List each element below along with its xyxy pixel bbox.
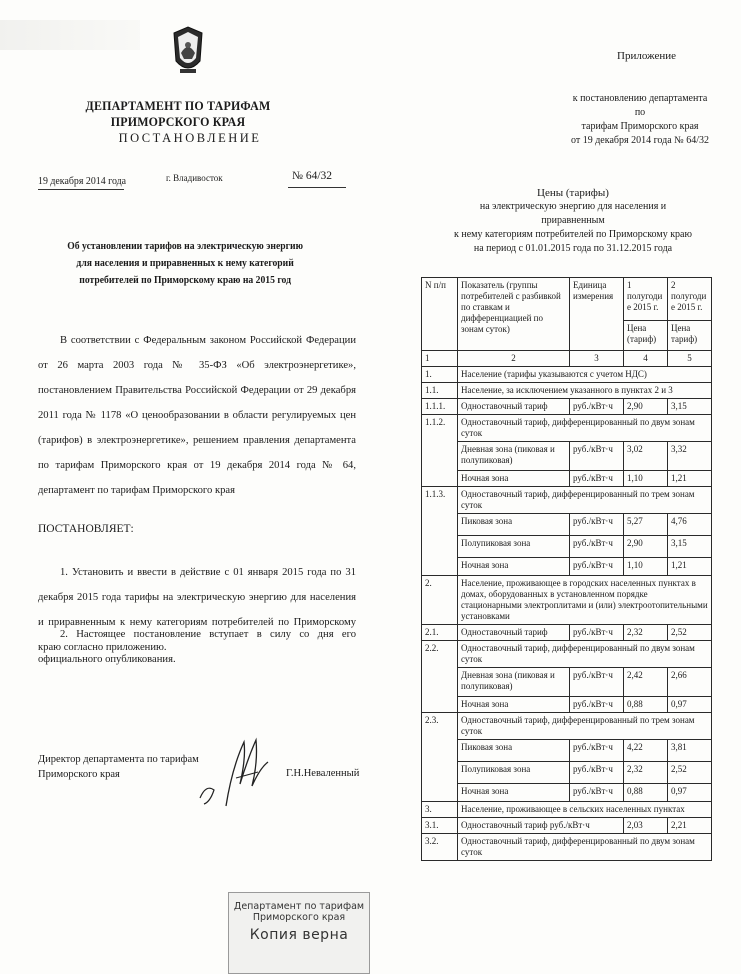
table-row [422, 784, 712, 802]
stamp-line3: Копия верна [249, 927, 349, 943]
table-row [422, 697, 712, 713]
decree-subject: Об установлении тарифов на электрическую энергию для населения и приравненных к нему категорий потребителей по Приморскому краю на 2015 год [67, 241, 303, 286]
header-indicator: Показатель (группы потребителей с разбивкой по ставкам и дифференциацией по зонам суток) [458, 278, 570, 351]
row-number: 1. [422, 367, 458, 383]
index-cell: 4 [624, 351, 668, 367]
index-cell: 3 [570, 351, 624, 367]
row-number: 1.1.3. [422, 487, 458, 576]
zone-label: Ночная зона [458, 558, 570, 576]
value-h1: 2,90 [624, 536, 668, 558]
value-h1: 3,02 [624, 442, 668, 471]
appendix-ref-line3: от 19 декабря 2014 года № 64/32 [570, 135, 709, 146]
unit-cell: руб./кВт·ч [570, 697, 624, 713]
stamp-line2: Приморского края [252, 912, 346, 923]
decree-number: № 64/32 [292, 170, 333, 182]
zone-label: Пиковая зона [458, 740, 570, 762]
zone-label: Ночная зона [458, 697, 570, 713]
appendix-ref-line2: тарифам Приморского края [581, 121, 699, 132]
row-label: Одноставочный тариф руб./кВт·ч [458, 818, 624, 834]
value-h2: 2,66 [668, 668, 712, 697]
row-number: 3.1. [422, 818, 458, 834]
unit-cell: руб./кВт·ч [570, 668, 624, 697]
table-row [422, 383, 712, 399]
date-underline [38, 189, 124, 190]
row-number: 1.1. [422, 383, 458, 399]
table-row [422, 536, 712, 558]
index-cell: 5 [668, 351, 712, 367]
coat-of-arms-emblem [170, 25, 206, 79]
zone-label: Дневная зона (пиковая и полупиковая) [458, 442, 570, 471]
header-num: N п/п [422, 278, 458, 351]
index-cell: 2 [458, 351, 570, 367]
zone-label: Пиковая зона [458, 514, 570, 536]
prices-line2: на электрическую энергию для населения и приравненным [479, 201, 667, 226]
value-h2: 3,15 [668, 536, 712, 558]
value-h1: 4,22 [624, 740, 668, 762]
tariff-table [421, 277, 712, 861]
value-h1: 0,88 [624, 784, 668, 802]
row-label: Одноставочный тариф, дифференцированный по двум зонам суток [458, 641, 712, 668]
value-h2: 2,52 [668, 762, 712, 784]
row-number: 2.1. [422, 625, 458, 641]
unit-cell: руб./кВт·ч [570, 625, 624, 641]
prices-line4: на период с 01.01.2015 года по 31.12.2015 года [473, 243, 673, 254]
value-h2: 0,97 [668, 784, 712, 802]
table-row [422, 487, 712, 514]
row-label: Одноставочный тариф, дифференцированный по трем зонам суток [458, 713, 712, 740]
prices-heading [448, 186, 698, 256]
decree-date: 19 декабря 2014 года [38, 175, 127, 187]
table-index-row [422, 351, 712, 367]
row-label: Население, проживающее в сельских населенных пунктах [458, 802, 712, 818]
value-h1: 2,90 [624, 399, 668, 415]
row-label: Одноставочный тариф, дифференцированный по двум зонам суток [458, 834, 712, 861]
stamp-line1: Департамент по тарифам [233, 901, 365, 912]
value-h2: 1,21 [668, 471, 712, 487]
prices-title: Цены (тарифы) [537, 187, 609, 199]
value-h1: 2,03 [624, 818, 668, 834]
zone-label: Полупиковая зона [458, 762, 570, 784]
index-cell: 1 [422, 351, 458, 367]
value-h1: 1,10 [624, 558, 668, 576]
value-h2: 3,32 [668, 442, 712, 471]
table-row [422, 442, 712, 471]
item-2-paragraph: 2. Настоящее постановление вступает в силу со дня его официального опубликования. [38, 629, 356, 665]
value-h1: 2,42 [624, 668, 668, 697]
table-row [422, 471, 712, 487]
resolves-heading: ПОСТАНОВЛЯЕТ: [38, 523, 134, 535]
value-h1: 2,32 [624, 762, 668, 784]
row-label: Одноставочный тариф, дифференцированный по двум зонам суток [458, 415, 712, 442]
table-row [422, 399, 712, 415]
department-title: ДЕПАРТАМЕНТ ПО ТАРИФАМ ПРИМОРСКОГО КРАЯ [85, 98, 271, 129]
handwritten-signature [196, 728, 276, 818]
copy-certified-stamp [228, 892, 370, 974]
row-number: 3.2. [422, 834, 458, 861]
table-row [422, 625, 712, 641]
table-row [422, 641, 712, 668]
header-price1: Цена (тариф) [624, 320, 668, 350]
value-h2: 2,21 [668, 818, 712, 834]
value-h2: 4,76 [668, 514, 712, 536]
appendix-ref-line1: к постановлению департамента по [572, 93, 708, 118]
row-number: 2. [422, 576, 458, 625]
table-row [422, 514, 712, 536]
unit-cell: руб./кВт·ч [570, 536, 624, 558]
value-h1: 5,27 [624, 514, 668, 536]
table-header-row [422, 278, 712, 321]
value-h1: 1,10 [624, 471, 668, 487]
unit-cell: руб./кВт·ч [570, 740, 624, 762]
unit-cell: руб./кВт·ч [570, 471, 624, 487]
unit-cell: руб./кВт·ч [570, 514, 624, 536]
header-price2: Цена тариф) [668, 320, 712, 350]
header-unit: Единица измерения [570, 278, 624, 351]
signatory-position-line1: Директор департамента по тарифам [38, 754, 199, 765]
table-row [422, 668, 712, 697]
unit-cell: руб./кВт·ч [570, 784, 624, 802]
appendix-reference [570, 92, 710, 148]
header-half2: 2 полугодие 2015 г. [668, 278, 712, 321]
number-underline [288, 187, 346, 188]
zone-label: Ночная зона [458, 784, 570, 802]
table-row [422, 834, 712, 861]
decree-city: г. Владивосток [166, 173, 223, 183]
row-label: Население (тарифы указываются с учетом НДС) [458, 367, 712, 383]
unit-cell: руб./кВт·ч [570, 558, 624, 576]
unit-cell: руб./кВт·ч [570, 762, 624, 784]
zone-label: Ночная зона [458, 471, 570, 487]
row-label: Население, за исключением указанного в пунктах 2 и 3 [458, 383, 712, 399]
table-row [422, 713, 712, 740]
table-row [422, 818, 712, 834]
item-1-paragraph: 1. Установить и ввести в действие с 01 января 2015 года по 31 декабря 2015 года тарифы на электрическую энергию для населения и приравненным к нему категориям потребителей по Приморскому краю согласно приложению. [38, 567, 356, 653]
row-number: 3. [422, 802, 458, 818]
row-number: 1.1.2. [422, 415, 458, 487]
value-h2: 0,97 [668, 697, 712, 713]
row-number: 1.1.1. [422, 399, 458, 415]
row-label: Одноставочный тариф, дифференцированный по трем зонам суток [458, 487, 712, 514]
table-row [422, 576, 712, 625]
value-h2: 1,21 [668, 558, 712, 576]
unit-cell: руб./кВт·ч [570, 399, 624, 415]
value-h2: 3,81 [668, 740, 712, 762]
table-row [422, 802, 712, 818]
value-h1: 2,32 [624, 625, 668, 641]
document-type: ПОСТАНОВЛЕНИЕ [118, 131, 262, 145]
signatory-position-line2: Приморского края [38, 769, 120, 780]
scan-artifact [0, 20, 140, 50]
preamble-paragraph: В соответствии с Федеральным законом Российской Федерации от 26 марта 2003 года № 35-ФЗ «Об электроэнергетике», постановлением Правительства Российской Федерации от 29 декабря 2011 года № 1178 «О ценообразовании в области регулируемых цен (тарифов) в электроэнергетике», решением правления департамента по тарифам Приморского края от 19 декабря 2014 года № 64, департамент по тарифам Приморского края [38, 335, 356, 496]
zone-label: Полупиковая зона [458, 536, 570, 558]
table-row [422, 558, 712, 576]
header-half1: 1 полугодие 2015 г. [624, 278, 668, 321]
table-row [422, 415, 712, 442]
signatory-position [38, 752, 199, 782]
row-label: Население, проживающее в городских населенных пунктах в домах, оборудованных в установленном порядке стационарными электроплитами и (или) электроотопительными установками [458, 576, 712, 625]
unit-cell: руб./кВт·ч [570, 442, 624, 471]
table-row [422, 740, 712, 762]
value-h2: 3,15 [668, 399, 712, 415]
table-row [422, 367, 712, 383]
prices-line3: к нему категориям потребителей по Приморскому краю [454, 229, 692, 240]
row-label: Одноставочный тариф [458, 399, 570, 415]
zone-label: Дневная зона (пиковая и полупиковая) [458, 668, 570, 697]
row-label: Одноставочный тариф [458, 625, 570, 641]
row-number: 2.2. [422, 641, 458, 713]
row-number: 2.3. [422, 713, 458, 802]
value-h2: 2,52 [668, 625, 712, 641]
table-row [422, 762, 712, 784]
appendix-title: Приложение [617, 50, 677, 62]
value-h1: 0,88 [624, 697, 668, 713]
signatory-name: Г.Н.Неваленный [286, 768, 360, 779]
